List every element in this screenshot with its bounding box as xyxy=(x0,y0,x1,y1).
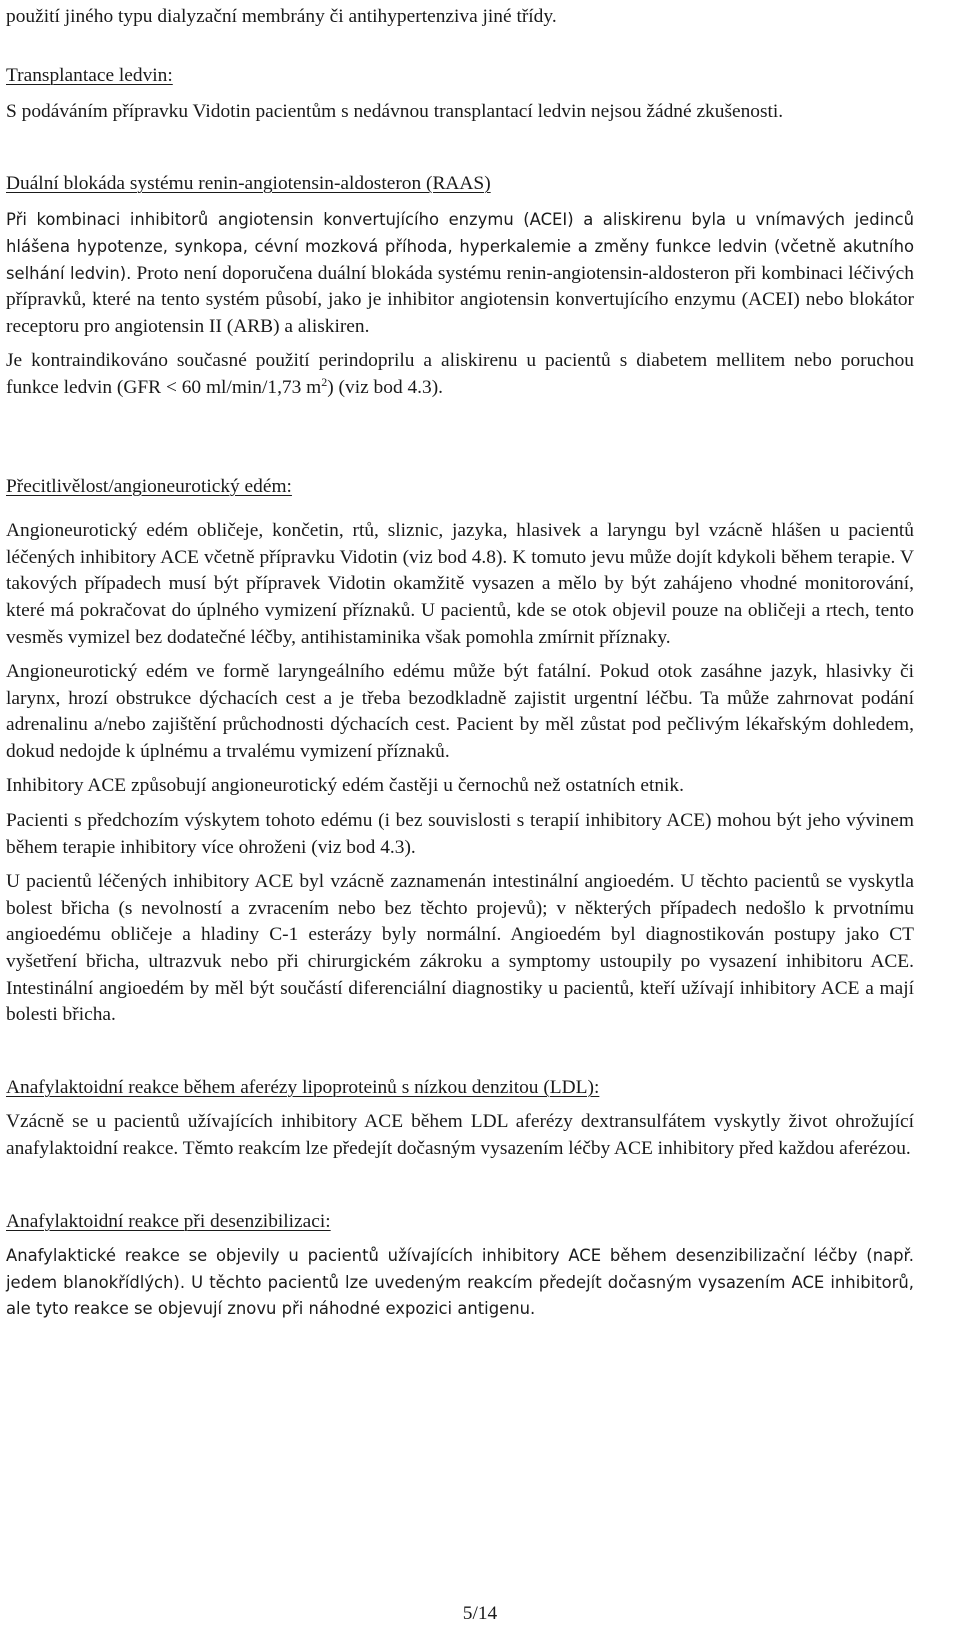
paragraph-angioedem-4: Pacienti s předchozím výskytem tohoto edému (i bez souvislosti s terapií inhibitory ACE) mohou být jeho vývinem během terapie inhibitory více ohroženi (viz bod 4.3). xyxy=(6,810,914,858)
kontraindikace-text: Je kontraindikováno současné použití perindoprilu a aliskirenu u pacientů s diabetem mellitem nebo poruchou funkce ledvin (GFR < 60 ml/min/1,73 m xyxy=(6,350,914,398)
paragraph-continuation: použití jiného typu dialyzační membrány či antihypertenziva jiné třídy. xyxy=(6,6,557,27)
heading-raas: Duální blokáda systému renin-angiotensin-aldosteron (RAAS) xyxy=(6,172,491,194)
paragraph-ldl: Vzácně se u pacientů užívajících inhibitory ACE během LDL aferézy dextransulfátem vyskytly život ohrožující anafylaktoidní reakce. Těmto reakcím lze předejít dočasným vysazením léčby ACE inhibitory před každou aferézou. xyxy=(6,1111,914,1159)
paragraph-desenzibilizace-text: Anafylaktické reakce se objevily u pacientů užívajících inhibitory ACE během desenzibilizační léčby (např. jedem blanokřídlých). U těchto pacientů lze uvedeným reakcím předejít dočasným vysazením ACE inhibitorů, ale tyto reakce se objevují znovu při náhodné expozici antigenu. xyxy=(6,1246,914,1319)
kontraindikace-text-end: ) (viz bod 4.3). xyxy=(327,376,444,398)
document-page xyxy=(6,0,914,1323)
paragraph-angioedem-3: Inhibitory ACE způsobují angioneurotický edém častěji u černochů než ostatních etnik. xyxy=(6,775,684,797)
paragraph-angioedem-1: Angioneurotický edém obličeje, končetin, rtů, sliznic, jazyka, hlasivek a laryngu byl vzácně hlášen u pacientů léčených inhibitory ACE včetně přípravku Vidotin (viz bod 4.8). K tomuto jevu může dojít kdykoli během terapie. V takových případech musí být přípravek Vidotin okamžitě vysazen a mělo by být zahájeno vhodné monitorování, které má pokračovat do úplného vymizení příznaků. U pacientů, kde se otok objevil pouze na obličeji a rtech, tento vesměs vymizel bez dodatečné léčby, antihistaminika však pomohla zmírnit příznaky. xyxy=(6,520,914,648)
paragraph-angioedem-2: Angioneurotický edém ve formě laryngeálního edému může být fatální. Pokud otok zasáhne jazyk, hlasivky či larynx, hrozí obstrukce dýchacích cest a je třeba bezodkladně zajistit urgentní léčbu. Ta může zahrnovat podání adrenalinu a/nebo zajištění průchodnosti dýchacích cest. Pacient by měl zůstat pod pečlivým lékařským dohledem, dokud nedojde k úplnému a trvalému vymizení příznaků. xyxy=(6,661,914,762)
heading-desenzibilizace: Anafylaktoidní reakce při desenzibilizaci: xyxy=(6,1210,331,1232)
superscript: 2 xyxy=(321,374,328,389)
paragraph-raas xyxy=(6,207,914,340)
paragraph-raas-part2: Proto není doporučena duální blokáda systému renin-angiotensin-aldosteron při kombinaci léčivých přípravků, které na tento systém působí, jako je inhibitor angiotensin konvertujícího enzymu (ACEI) nebo blokátor receptoru pro angiotensin II (ARB) a aliskiren. xyxy=(6,262,914,337)
paragraph-raas-part1: Při kombinaci inhibitorů angiotensin konvertujícího enzymu (ACEI) a aliskirenu byla u vnímavých jedinců hlášena hypotenze, synkopa, cévní mozková příhoda, hyperkalemie a změny funkce ledvin (včetně akutního selhání ledvin). xyxy=(6,210,914,283)
heading-angioedem: Přecitlivělost/angioneurotický edém: xyxy=(6,475,292,497)
heading-transplantace: Transplantace ledvin: xyxy=(6,64,173,86)
paragraph-kontraindikace xyxy=(6,348,914,401)
paragraph-angioedem-5: U pacientů léčených inhibitory ACE byl vzácně zaznamenán intestinální angioedém. U těchto pacientů se vyskytla bolest břicha (s nevolností a zvracením nebo bez těchto projevů); v některých případech nedošlo k prvotnímu angioedému obličeje a hladiny C-1 esterázy byly normální. Angioedém byl diagnostikován postupy jako CT vyšetření břicha, ultrazvuk nebo při chirurgickém zákroku a symptomy ustoupily po vysazení inhibitoru ACE. Intestinální angioedém by měl být součástí diferenciální diagnostiky u pacientů, kteří užívají inhibitory ACE a mají bolesti břicha. xyxy=(6,871,914,1026)
paragraph-desenzibilizace xyxy=(6,1243,914,1323)
paragraph-transplantace: S podáváním přípravku Vidotin pacientům s nedávnou transplantací ledvin nejsou žádné zkušenosti. xyxy=(6,101,784,123)
page-number: 5/14 xyxy=(462,1603,498,1624)
heading-ldl: Anafylaktoidní reakce během aferézy lipoproteinů s nízkou denzitou (LDL): xyxy=(6,1076,600,1098)
